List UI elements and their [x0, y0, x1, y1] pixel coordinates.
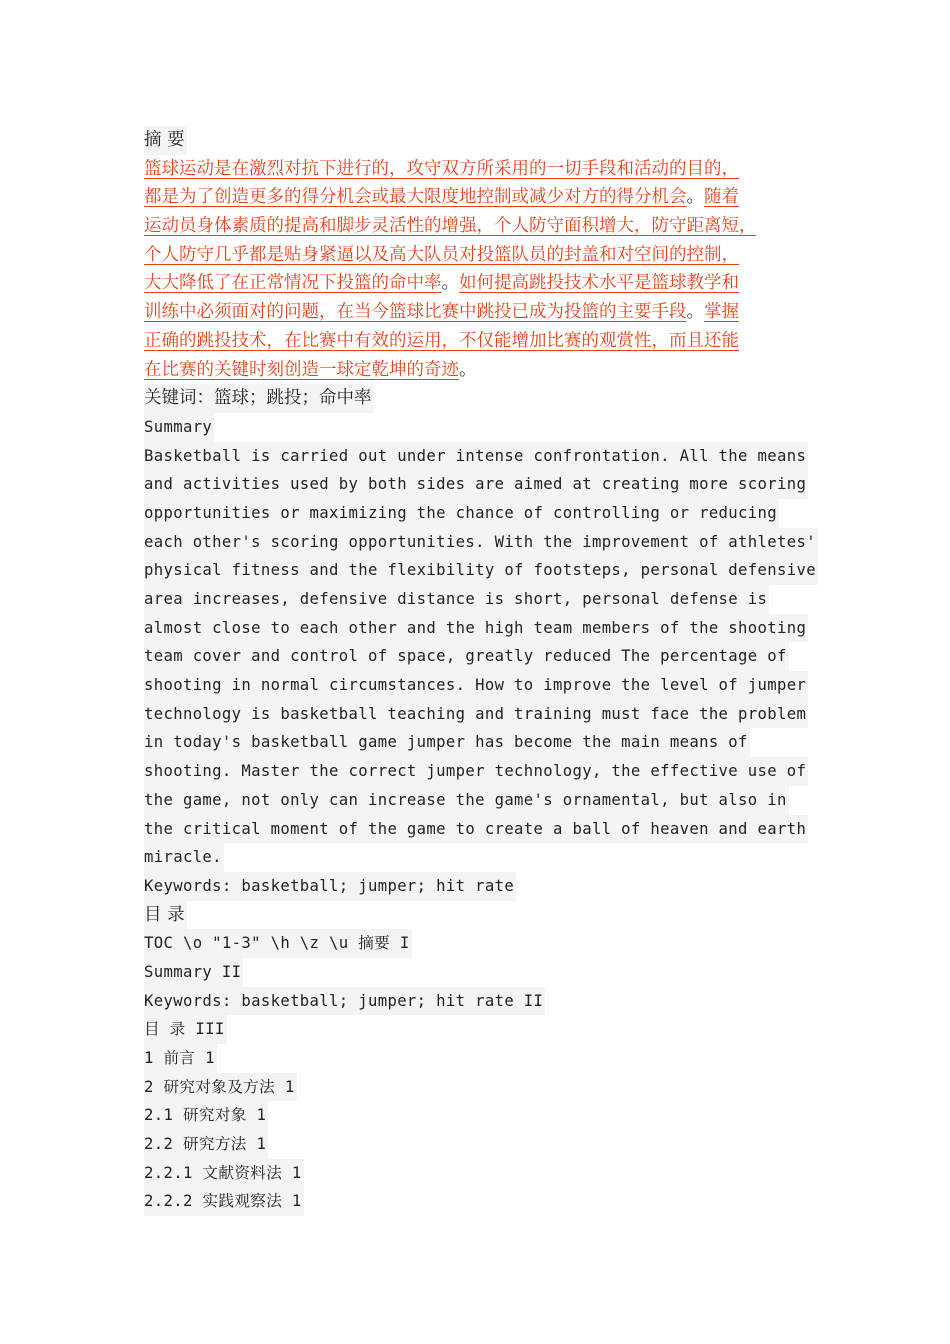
summary-line: technology is basketball teaching and training must face the problem	[144, 700, 824, 729]
highlighted-text: 个人防守几乎都是贴身紧逼以及高大队员对投篮队员的封盖和对空间的控制，	[144, 244, 739, 265]
plain-text: 。	[459, 359, 477, 380]
summary-line: team cover and control of space, greatly reduced The percentage of	[144, 642, 824, 671]
highlighted-text: 正确的跳投技术，在比赛中有效的运用，不仅能增加比赛的观赏性，而且还能	[144, 330, 739, 351]
summary-line: in today's basketball game jumper has become the main means of	[144, 728, 824, 757]
highlighted-text: 篮球运动是在激烈对抗下进行的，攻守双方所采用的一切手段和活动的目的，	[144, 158, 739, 179]
highlighted-text: 如何提高跳投技术水平是篮球教学和	[459, 273, 739, 294]
abstract-line	[144, 269, 824, 298]
summary-heading: Summary	[144, 413, 824, 442]
toc-entry[interactable]: 2.1 研究对象 1	[144, 1101, 824, 1130]
abstract-line	[144, 298, 824, 327]
summary-line: and activities used by both sides are aimed at creating more scoring	[144, 470, 824, 499]
toc-list	[144, 929, 824, 1216]
summary-line: Basketball is carried out under intense confrontation. All the means	[144, 442, 824, 471]
abstract-line	[144, 155, 824, 184]
summary-line: each other's scoring opportunities. With the improvement of athletes'	[144, 528, 824, 557]
highlighted-text: 掌握	[704, 302, 739, 323]
highlighted-text: 运动员身体素质的提高和脚步灵活性的增强，个人防守面积增大，防守距离短，	[144, 216, 757, 237]
toc-entry[interactable]: 2.2.2 实践观察法 1	[144, 1187, 824, 1216]
document-page	[144, 126, 824, 1216]
plain-text: 。	[686, 302, 704, 323]
plain-text: 。	[686, 187, 704, 208]
highlighted-text: 在比赛的关键时刻创造一球定乾坤的奇迹	[144, 359, 459, 380]
summary-line: almost close to each other and the high team members of the shooting	[144, 614, 824, 643]
toc-entry[interactable]: 2 研究对象及方法 1	[144, 1073, 824, 1102]
summary-line: the critical moment of the game to create a ball of heaven and earth	[144, 815, 824, 844]
toc-heading: 目 录	[144, 901, 824, 930]
highlighted-text: 训练中必须面对的问题，在当今篮球比赛中跳投已成为投篮的主要手段	[144, 302, 687, 323]
abstract-body	[144, 155, 824, 385]
summary-line: miracle.	[144, 843, 824, 872]
abstract-line	[144, 212, 824, 241]
abstract-keywords: 关键词：篮球；跳投；命中率	[144, 384, 824, 413]
toc-entry[interactable]: Summary II	[144, 958, 824, 987]
summary-body	[144, 442, 824, 872]
toc-entry[interactable]: 目 录 III	[144, 1015, 824, 1044]
summary-line: the game, not only can increase the game's ornamental, but also in	[144, 786, 824, 815]
toc-entry[interactable]: 1 前言 1	[144, 1044, 824, 1073]
abstract-line	[144, 327, 824, 356]
toc-entry[interactable]: 2.2.1 文献资料法 1	[144, 1159, 824, 1188]
summary-keywords: Keywords: basketball; jumper; hit rate	[144, 872, 824, 901]
summary-line: shooting in normal circumstances. How to improve the level of jumper	[144, 671, 824, 700]
toc-entry[interactable]: TOC \o "1-3" \h \z \u 摘要 I	[144, 929, 824, 958]
summary-line: opportunities or maximizing the chance of controlling or reducing	[144, 499, 824, 528]
summary-line: physical fitness and the flexibility of footsteps, personal defensive	[144, 556, 824, 585]
toc-entry[interactable]: 2.2 研究方法 1	[144, 1130, 824, 1159]
abstract-heading: 摘 要	[144, 126, 824, 155]
abstract-line	[144, 356, 824, 385]
highlighted-text: 都是为了创造更多的得分机会或最大限度地控制或减少对方的得分机会	[144, 187, 687, 208]
highlighted-text: 大大降低了在正常情况下投篮的命中率	[144, 273, 442, 294]
summary-line: area increases, defensive distance is short, personal defense is	[144, 585, 824, 614]
toc-entry[interactable]: Keywords: basketball; jumper; hit rate II	[144, 987, 824, 1016]
highlighted-text: 随着	[704, 187, 739, 208]
summary-line: shooting. Master the correct jumper technology, the effective use of	[144, 757, 824, 786]
abstract-line	[144, 241, 824, 270]
plain-text: 。	[441, 273, 459, 294]
abstract-line	[144, 183, 824, 212]
